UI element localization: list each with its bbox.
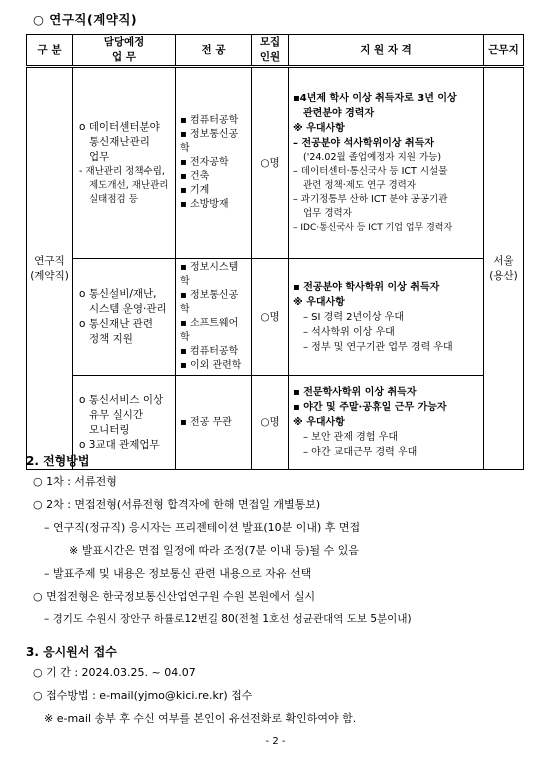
header-major: 전 공 — [176, 35, 252, 67]
qual-line: ▪ 전문학사학위 이상 취득자 — [293, 387, 417, 398]
qual-line: – IDC·통신국사 등 ICT 기업 업무 경력자 — [293, 223, 453, 233]
section2-line: ○ 2차 : 면접전형(서류전형 합격자에 한해 면접일 개별통보) — [33, 498, 321, 511]
section2-line: – 연구직(정규직) 응시자는 프리젠테이션 발표(10분 이내) 후 면접 — [44, 521, 361, 534]
qualification-cell — [289, 259, 484, 376]
qual-line: – 보안 관제 경험 우대 — [303, 432, 398, 443]
qual-line: ※ 우대사항 — [293, 417, 345, 428]
qual-line: ▪4년제 학사 이상 취득자로 3년 이상 — [293, 93, 457, 104]
section-title: ○ 연구직(계약직) — [33, 12, 138, 27]
qual-line: ※ 우대사항 — [293, 123, 345, 134]
major-cell — [176, 259, 252, 376]
duty-line: 업무 — [89, 150, 110, 163]
qual-line: 관련 정책·제도 연구 경력자 — [303, 180, 417, 191]
duty-line: o 통신재난 관련 — [79, 318, 153, 330]
qual-line: ※ 우대사항 — [293, 296, 345, 308]
section2-title: 2. 전형방법 — [26, 454, 90, 468]
qualification-cell — [289, 376, 484, 470]
header-duty-line1: 담당예정 — [103, 36, 145, 48]
header-category: 구 분 — [27, 35, 73, 67]
duty-line: 유무 실시간 — [89, 408, 144, 421]
table-row — [27, 67, 524, 259]
duty-line: o 통신서비스 이상 — [79, 393, 164, 406]
major-cell — [176, 376, 252, 470]
section2-line: ※ 발표시간은 면접 일정에 따라 조정(7분 이내 등)될 수 있음 — [69, 544, 360, 557]
major-item: ▪ 전자공학 — [180, 157, 229, 168]
section2-line: ○ 면접전형은 한국정보통신산업연구원 수원 본원에서 실시 — [33, 590, 316, 603]
major-item: ▪ 정보시스템학 — [180, 262, 239, 287]
qual-line: ▪ 전공분야 학사학위 이상 취득자 — [293, 281, 440, 293]
section2-line: ○ 1차 : 서류전형 — [33, 475, 117, 488]
duty-line: o 데이터센터분야 — [79, 120, 160, 133]
qual-line: – 야간 교대근무 경력 우대 — [303, 447, 418, 458]
duty-line: 통신재난관리 — [89, 135, 150, 148]
major-item: ▪ 소방방재 — [180, 199, 229, 210]
location-line2: (용산) — [489, 269, 518, 282]
major-item: ▪ 정보통신공학 — [180, 129, 239, 154]
major-item: ▪ 이외 관련학 — [180, 360, 242, 371]
table-row — [27, 376, 524, 470]
section3-line: ○ 기 간 : 2024.03.25. ~ 04.07 — [33, 666, 196, 679]
header-count — [252, 35, 289, 67]
duty-line: - 재난관리 정책수립, — [79, 165, 165, 177]
duty-line: 모니터링 — [89, 423, 130, 436]
header-location: 근무지 — [484, 35, 524, 67]
qual-line: – 전공분야 석사학위이상 취득자 — [293, 138, 435, 149]
header-count-line2: 인원 — [259, 51, 281, 63]
qual-line: 관련분야 경력자 — [303, 108, 375, 119]
qual-line: ▪ 야간 및 주말·공휴일 근무 가능자 — [293, 402, 447, 413]
category-line2: (계약직) — [30, 269, 69, 282]
major-item: ▪ 기계 — [180, 185, 210, 196]
page-number: - 2 - — [265, 736, 286, 747]
table-header-row — [27, 35, 524, 67]
section3-line: ※ e-mail 송부 후 수신 여부를 본인이 유선전화로 확인하여야 함. — [44, 712, 357, 725]
recruitment-table — [26, 34, 524, 470]
header-duty-line2: 업 무 — [112, 51, 136, 63]
duty-cell — [73, 259, 176, 376]
qual-line: ('24.02월 졸업예정자 지원 가능) — [303, 152, 442, 163]
section2-line: – 경기도 수원시 장안구 하률로12번길 80(전철 1호선 성균관대역 도보 5분이내) — [44, 613, 412, 625]
duty-line: 실태점검 등 — [89, 193, 138, 205]
category-cell — [27, 67, 73, 470]
count-cell: ○명 — [252, 259, 289, 376]
header-qualification: 지 원 자 격 — [289, 35, 484, 67]
qual-line: – 정부 및 연구기관 업무 경력 우대 — [303, 341, 453, 353]
qual-line: – 과기정통부 산하 ICT 분야 공공기관 — [293, 194, 448, 205]
duty-line: 정책 지원 — [89, 333, 133, 345]
qual-line: 업무 경력자 — [303, 208, 352, 219]
qual-line: – 석사학위 이상 우대 — [303, 326, 395, 338]
qual-line: – SI 경력 2년이상 우대 — [303, 311, 404, 323]
count-cell: ○명 — [252, 67, 289, 259]
duty-line: o 통신설비/재난, — [79, 288, 157, 300]
header-count-line1: 모집 — [259, 36, 281, 48]
major-item: ▪ 정보통신공학 — [180, 290, 239, 315]
duty-line: 시스템 운영·관리 — [89, 303, 167, 315]
header-duty — [73, 35, 176, 67]
qualification-cell — [289, 67, 484, 259]
duty-line: 제도개선, 재난관리 — [89, 179, 169, 191]
duty-cell — [73, 67, 176, 259]
major-item: ▪ 전공 무관 — [180, 416, 232, 428]
section3-line: ○ 접수방법 : e-mail(yjmo@kici.re.kr) 접수 — [33, 689, 253, 702]
section2-line: – 발표주제 및 내용은 정보통신 관련 내용으로 자유 선택 — [44, 567, 312, 580]
duty-line: o 3교대 관제업무 — [79, 438, 160, 451]
major-item: ▪ 컴퓨터공학 — [180, 115, 239, 126]
major-item: ▪ 소프트웨어학 — [180, 318, 239, 343]
major-item: ▪ 건축 — [180, 171, 210, 182]
location-cell — [484, 67, 524, 470]
count-cell: ○명 — [252, 376, 289, 470]
section3-title: 3. 응시원서 접수 — [26, 645, 117, 659]
major-item: ▪ 컴퓨터공학 — [180, 346, 239, 357]
table-row — [27, 259, 524, 376]
major-cell — [176, 67, 252, 259]
qual-line: – 데이터센터·통신국사 등 ICT 시설물 — [293, 166, 448, 177]
location-line1: 서울 — [493, 254, 514, 267]
category-line1: 연구직 — [34, 254, 65, 267]
